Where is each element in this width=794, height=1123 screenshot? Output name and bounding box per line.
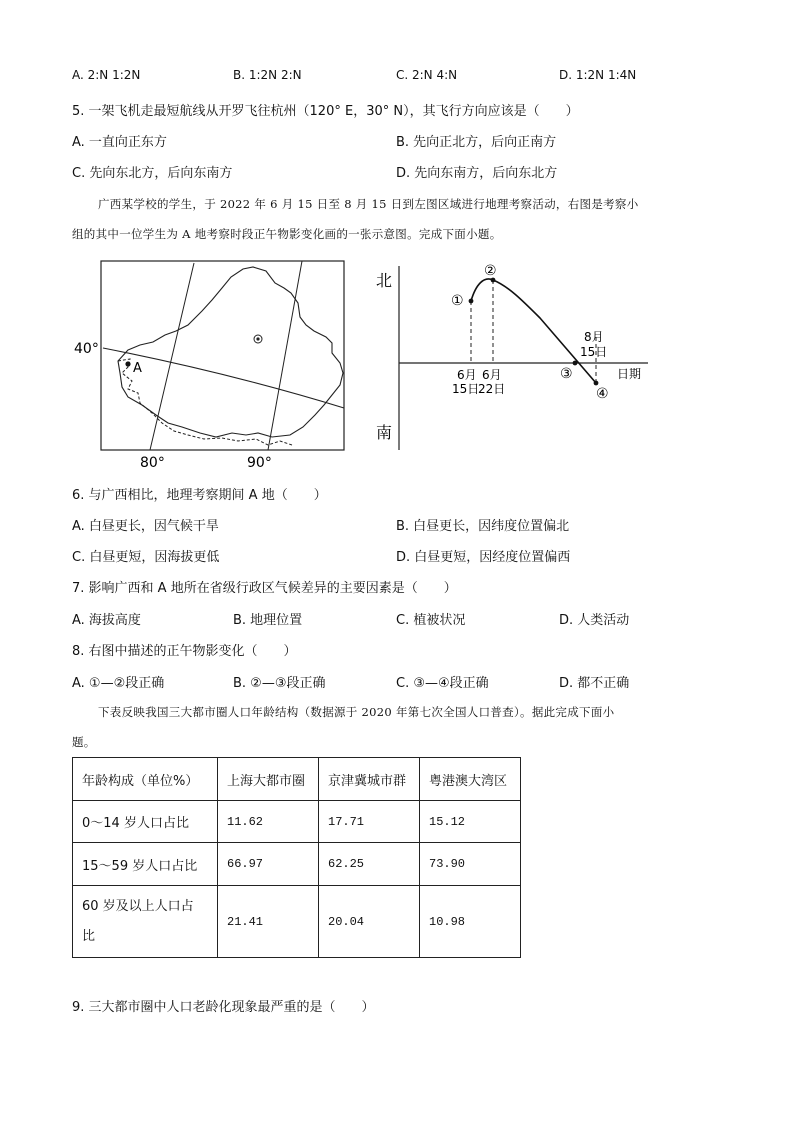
capital-icon-dot xyxy=(256,337,259,340)
table-cell: 10.98 xyxy=(420,886,521,958)
q4-option-a: A. 2:N 1:2N xyxy=(72,68,141,82)
date3-day: 15日 xyxy=(580,345,608,359)
lon-80-label: 80° xyxy=(140,455,165,471)
table-row xyxy=(73,886,521,958)
q7-option-a: A. 海拔高度 xyxy=(72,613,141,628)
point-a-label: A xyxy=(133,361,142,376)
q8-option-a: A. ①—②段正确 xyxy=(72,676,165,691)
shadow-graph xyxy=(372,258,662,458)
q9-stem: 9. 三大都市圈中人口老龄化现象最严重的是（ ） xyxy=(72,1000,375,1015)
q8-option-c: C. ③—④段正确 xyxy=(396,676,489,691)
xinjiang-map xyxy=(70,255,360,473)
table-cell: 66.97 xyxy=(218,843,319,886)
point-3-label: ③ xyxy=(560,366,573,382)
lat-40-label: 40° xyxy=(74,341,99,357)
q4-option-c: C. 2:N 4:N xyxy=(396,68,458,82)
intro1-line1: 广西某学校的学生，于 2022 年 6 月 15 日至 8 月 15 日到左图区域进行地理考察活动，右图是考察小 xyxy=(98,197,639,211)
date1-day: 15日 xyxy=(452,382,480,396)
date1-month: 6月 xyxy=(457,368,477,382)
row-label-line2: 比 xyxy=(82,928,96,944)
point-1-label: ① xyxy=(451,293,464,309)
date3-month: 8月 xyxy=(584,330,604,344)
intro1-line2: 组的其中一位学生为 A 地考察时段正午物影变化画的一张示意图。完成下面小题。 xyxy=(72,227,502,241)
table-row xyxy=(73,801,521,843)
date2-day: 22日 xyxy=(478,382,506,396)
table-cell: 21.41 xyxy=(218,886,319,958)
table-header-cell: 粤港澳大湾区 xyxy=(420,758,521,801)
row-label-line1: 60 岁及以上人口占 xyxy=(82,898,194,914)
q4-option-d: D. 1:2N 1:4N xyxy=(559,68,637,82)
point-1-dot xyxy=(469,299,474,304)
q6-option-a: A. 白昼更长，因气候干旱 xyxy=(72,519,219,534)
q7-option-d: D. 人类活动 xyxy=(559,613,630,628)
table-cell: 17.71 xyxy=(319,801,420,843)
q5-option-c: C. 先向东北方，后向东南方 xyxy=(72,166,233,181)
q6-option-b: B. 白昼更长，因纬度位置偏北 xyxy=(396,519,570,534)
table-cell: 11.62 xyxy=(218,801,319,843)
point-4-dot xyxy=(594,381,599,386)
q8-option-d: D. 都不正确 xyxy=(559,676,630,691)
point-3-dot xyxy=(573,361,578,366)
q7-stem: 7. 影响广西和 A 地所在省级行政区气候差异的主要因素是（ ） xyxy=(72,581,457,596)
table-header-row xyxy=(73,758,521,801)
point-2-label: ② xyxy=(484,263,497,279)
q5-stem: 5. 一架飞机走最短航线从开罗飞往杭州（120° E，30° N），其飞行方向应该是（ ） xyxy=(72,104,579,119)
lon-90-label: 90° xyxy=(247,455,272,471)
point-a-marker xyxy=(125,361,130,366)
q4-option-b: B. 1:2N 2:N xyxy=(233,68,302,82)
q6-option-c: C. 白昼更短，因海拔更低 xyxy=(72,550,220,565)
q5-option-b: B. 先向正北方，后向正南方 xyxy=(396,135,557,150)
table-row xyxy=(73,843,521,886)
population-table xyxy=(72,757,521,958)
intro2-line1: 下表反映我国三大都市圈人口年龄结构（数据源于 2020 年第七次全国人口普查）。据此完成下面小 xyxy=(98,705,615,719)
q5-option-d: D. 先向东南方，后向东北方 xyxy=(396,166,558,181)
q8-option-b: B. ②—③段正确 xyxy=(233,676,326,691)
table-header-cell: 上海大都市圈 xyxy=(218,758,319,801)
table-header-cell: 年龄构成（单位%） xyxy=(73,758,218,801)
table-cell: 62.25 xyxy=(319,843,420,886)
table-cell: 15.12 xyxy=(420,801,521,843)
date2-month: 6月 xyxy=(482,368,502,382)
row-label: 0～14 岁人口占比 xyxy=(73,801,218,843)
table-cell: 20.04 xyxy=(319,886,420,958)
point-4-label: ④ xyxy=(596,386,609,402)
q6-option-d: D. 白昼更短，因经度位置偏西 xyxy=(396,550,571,565)
north-label: 北 xyxy=(376,271,393,290)
q6-stem: 6. 与广西相比，地理考察期间 A 地（ ） xyxy=(72,488,327,503)
row-label xyxy=(73,886,218,958)
q5-option-a: A. 一直向正东方 xyxy=(72,135,167,150)
table-header-cell: 京津冀城市群 xyxy=(319,758,420,801)
row-label: 15～59 岁人口占比 xyxy=(73,843,218,886)
intro2-line2: 题。 xyxy=(72,735,96,749)
south-label: 南 xyxy=(376,423,393,442)
q7-option-b: B. 地理位置 xyxy=(233,613,303,628)
table-cell: 73.90 xyxy=(420,843,521,886)
q8-stem: 8. 右图中描述的正午物影变化（ ） xyxy=(72,644,297,659)
q7-option-c: C. 植被状况 xyxy=(396,613,466,628)
date-axis-label: 日期 xyxy=(617,367,642,381)
